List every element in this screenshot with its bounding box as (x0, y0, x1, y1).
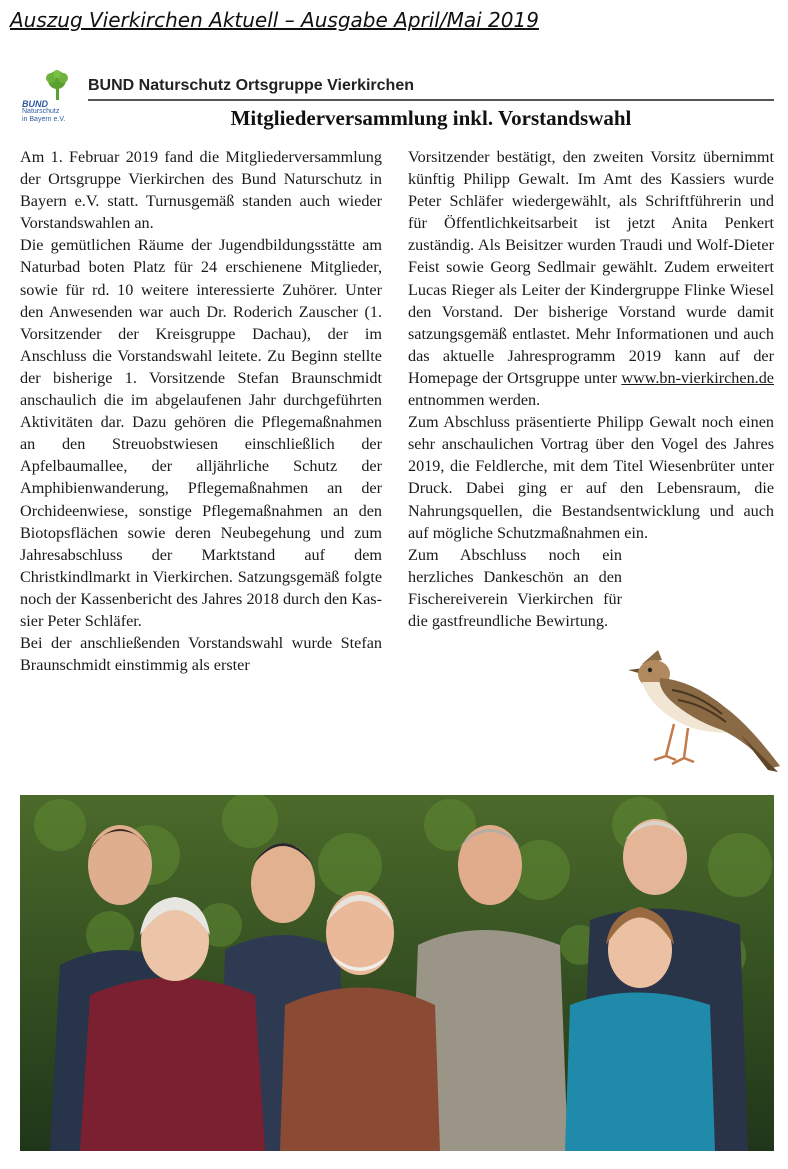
skylark-illustration-icon (622, 642, 782, 782)
election-text: Vorsitzender bestätigt, den zweiten Vorsitz übernimmt künftig Philipp Gewalt. Im Amt des Kassiers wurde Peter Schläfer wiedergewählt, als Schriftführerin und für Öffentlichkeitsarbeit ist jetzt Anita Penkert zuständig. Als Beisitzer wurden Traudi und Wolf-Dieter Feist sowie Georg Sedlmair gewählt. Zudem erweitert Lucas Rieger als Leiter der Kindergruppe Flinke Wiesel den Vorstand. Der bisherige Vorstand wurde damit satzungsgemäß entlastet. Mehr Informationen und auch das aktuelle Jahresprogramm 2019 kann auf der Homepage der Ortsgruppe unter (408, 148, 774, 387)
paragraph-meeting: Die gemütlichen Räume der Jugendbildungsstätte am Naturbad boten Platz für 24 erschienene Mitglieder, sowie für rd. 10 weitere interessierte Zuhörer. Unter den Anwesenden war auch Dr. Roderich Zauscher (1. Vorsitzender der Kreisgruppe Dachau), der im Anschluss die Vorstandswahl leitete. Zu Beginn stellte der bisherige 1. Vorsitzende Stefan Braunschmidt anschaulich die im abgelaufenen Jahr durchgeführten Aktivitäten dar. Dazu gehören die Pflegemaßnahmen an den Streuobstwiesen einschließlich der Apfelbaumallee, der alljährliche Schutz der Amphibienwanderung, Pflegemaßnahmen an der Orchideenwiese, sonstige Pflegemaßnahmen an den Biotopsflächen sowie deren Neubegehung und zum Jahresabschluss der Marktstand auf dem Christkindlmarkt in Vierkirchen. Satzungsgemäß folgte noch der Kassenbericht des Jahres 2018 durch den Kassier Peter Schläfer. (20, 236, 382, 630)
logo-line1: Naturschutz (22, 108, 60, 115)
homepage-link[interactable]: www.bn-vierkirchen.de (621, 368, 774, 387)
article-column-left (20, 146, 382, 676)
tree-logo-icon (18, 70, 78, 102)
paragraph-intro: Am 1. Februar 2019 fand die Mitgliederversammlung der Ortsgruppe Vierkirchen des Bund Naturschutz in Bayern e.V. statt. Turnusgemäß standen auch wieder Vorstandswahlen an. (20, 148, 382, 233)
paragraph-lecture: Zum Abschluss präsentierte Philipp Gewalt noch einen sehr anschaulichen Vortrag über den Vogel des Jahres 2019, die Feldlerche, mit dem Titel Wiesenbrüter unter Druck. Dabei ging er auf den Lebensraum, die Nahrungsquellen, die Bestandsentwicklung und auch auf mögliche Schutzmaßnahmen ein. (408, 413, 774, 542)
logo-bund-text: BUND (22, 99, 48, 109)
header-divider (88, 99, 774, 101)
bund-logo (18, 70, 78, 130)
article-title: Mitgliederversammlung inkl. Vorstandswahl (230, 106, 632, 130)
newsletter-caption: Auszug Vierkirchen Aktuell – Ausgabe April/Mai 2019 (10, 8, 539, 32)
group-photo-image (20, 795, 774, 1151)
article-column-right (408, 146, 774, 632)
logo-line2: in Bayern e.V. (22, 116, 66, 123)
election-text-end: entnommen werden. (408, 391, 541, 410)
paragraph-election-results (408, 146, 774, 411)
org-header: BUND Naturschutz Ortsgruppe Vierkirchen (88, 77, 414, 94)
paragraph-election-start: Bei der anschließenden Vorstandswahl wurde Stefan Braunschmidt einstimmig als erster (20, 634, 382, 675)
paragraph-thanks: Zum Abschluss noch ein herzliches Dankeschön an den Fischereiverein Vierkirchen für die gastfreundliche Bewirtung. (408, 545, 622, 630)
